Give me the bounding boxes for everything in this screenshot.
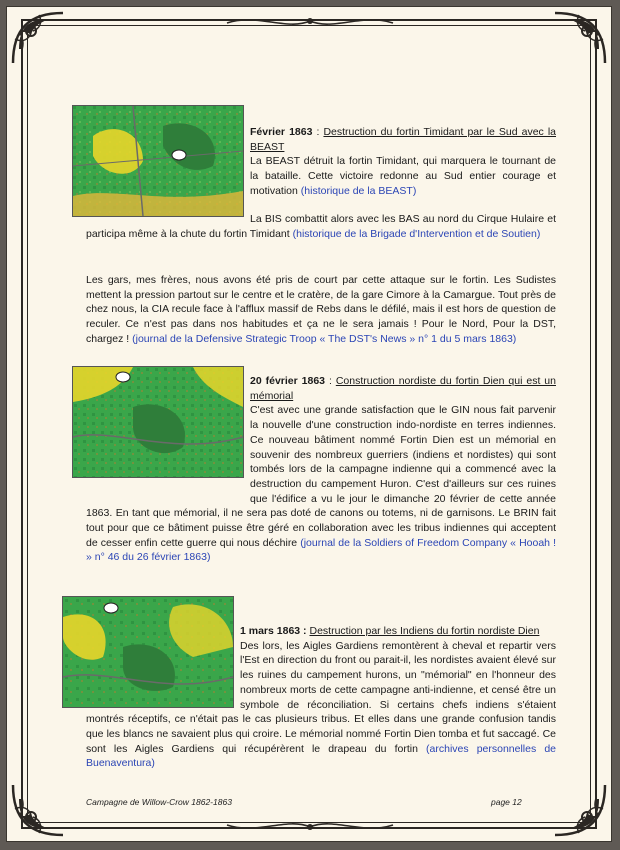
separator: : xyxy=(312,126,324,138)
entry-timidant xyxy=(250,125,556,199)
entry-body: La BEAST détruit la fortin Timidant, qui marquera le tournant de la bataille. Cette victoire redonne au Sud entier courage et motivation xyxy=(250,155,556,197)
entry-body: C'est avec une grande satisfaction que le GIN nous fait parvenir la nouvelle d'une construction indo-nordiste en terres indiennes. Ce nouveau bâtiment nommé Fortin Dien est un mémorial en souvenir des nombreux guerriers (indiens et nordistes) qui sont tombés lors de la campagne indienne qui a commencé avec la destruction du campement Huron. C'est d'ailleurs sur ces ruines que l'édifice a vu le jour le dimanche 20 février de cette année 1863. En tant que mémorial, il ne sera pas doté de canons ou totems, ni de garnisons. Le BRIN fait tout pour que ce bâtiment puisse être géré en collaboration avec les tribus indiennes qui acceptent de cesser enfin cette guerre qui nous déchire xyxy=(86,404,556,549)
entry-dien-destruction xyxy=(86,624,556,771)
entry-title: Destruction du fortin Timidant par le Sud avec la BEAST xyxy=(250,126,556,153)
source-link[interactable]: (historique de la BEAST) xyxy=(300,184,417,197)
entry-body: Les gars, mes frères, nous avons été pris de court par cette attaque sur le fortin. Les Sudistes mettent la pression partout sur le centre et le cratère, de la gare Cimore à la Camargue. Tout près de chez nous, la CIA recule face à l'afflux massif de Rebs dans le défilé, mais il est hors de question de reculer. Ce n'est pas dans nos habitudes et ça ne le sera jamais ! Pour le Nord, Pour la DST, chargez ! xyxy=(86,274,556,345)
ornament-flourish-icon xyxy=(217,815,403,837)
game-map-image xyxy=(72,105,244,217)
entry-date: 1 mars 1863 : xyxy=(240,625,307,637)
entry-bis xyxy=(86,212,556,241)
float-spacer xyxy=(86,639,240,711)
source-link[interactable]: (journal de la Soldiers of Freedom Company « Hooah ! » n° 46 du 26 février 1863) xyxy=(86,536,557,564)
separator: : xyxy=(325,375,336,387)
entry-body: La BIS combattit alors avec les BAS au nord du Cirque Hulaire et participa même à la chute du fortin Timidant xyxy=(86,213,556,240)
source-link[interactable]: (historique de la Brigade d'Intervention et de Soutien) xyxy=(292,227,541,240)
source-link[interactable]: (archives personnelles de Buenaventura) xyxy=(86,742,556,770)
footer-page-number: page 12 xyxy=(491,797,522,807)
ornament-corner-icon xyxy=(551,9,609,67)
ornament-corner-icon xyxy=(551,781,609,839)
entry-date: 20 février 1863 xyxy=(250,375,326,387)
entry-dien-construction xyxy=(86,374,556,565)
source-link[interactable]: (journal de la Defensive Strategic Troop « The DST's News » n° 1 du 5 mars 1863) xyxy=(132,332,517,345)
ornament-corner-icon xyxy=(9,781,67,839)
entry-dst xyxy=(86,273,556,347)
float-spacer xyxy=(86,403,250,499)
footer-campaign-title: Campagne de Willow-Crow 1862-1863 xyxy=(86,797,232,807)
entry-title: Construction nordiste du fortin Dien qui est un mémorial xyxy=(250,375,556,402)
entry-title: Destruction par les Indiens du fortin nordiste Dien xyxy=(309,625,540,637)
ornament-flourish-icon xyxy=(217,11,403,33)
entry-date: Février 1863 xyxy=(250,126,313,138)
ornament-corner-icon xyxy=(9,9,67,67)
entry-body: Des lors, les Aigles Gardiens remontèrent à cheval et repartir vers l'Est en direction du front ou parait-il, les nordistes avaient élevé sur les ruines du campement hurons, un "mémorial" en l'honneur des nombreux morts de cette campagne anti-indienne, et censé être un symbole de réconciliation. Si certains chefs indiens s'étaient montrés réceptifs, ce n'était pas le cas plusieurs tribus. Et elles dans une grande confusion tandis que les blancs ne savaient plus qui croire. Le mémorial nommé Fortin Dien tomba et fut saccagé. Ce sont les Aigles Gardiens qui récupérèrent le drapeau du fortin xyxy=(86,639,556,755)
